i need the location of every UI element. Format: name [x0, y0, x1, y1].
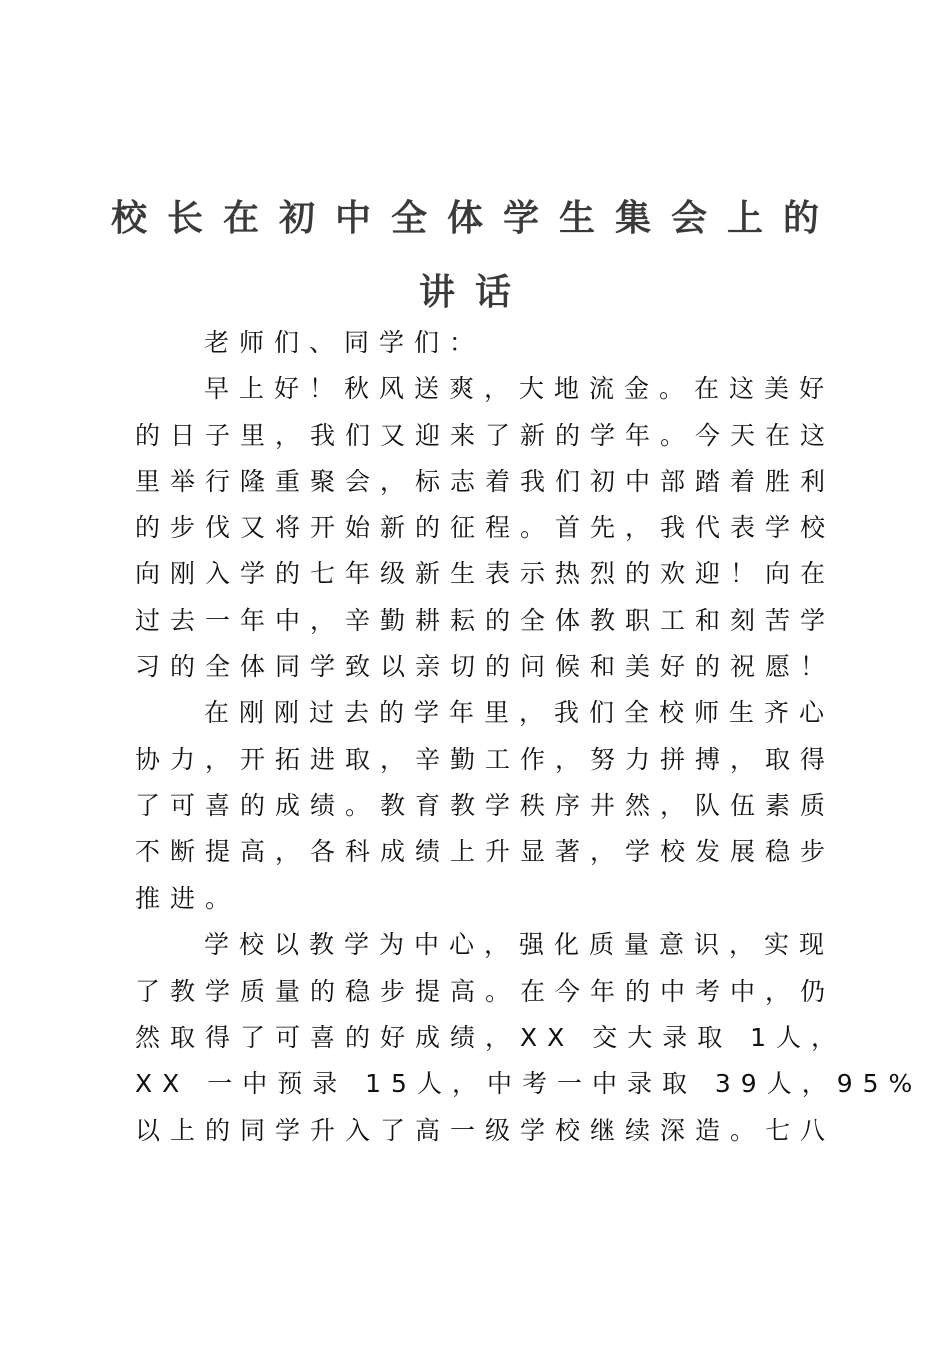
paragraph-line: 以上的同学升入了高一级学校继续深造。七八 [135, 1116, 836, 1145]
paragraph-line: XX 一中预录 15人，中考一中录取 39人，95% [135, 1069, 923, 1098]
paragraph-line: 向刚入学的七年级新生表示热烈的欢迎！向在 [135, 559, 836, 588]
paragraph-line: 的步伐又将开始新的征程。首先，我代表学校 [135, 513, 836, 542]
paragraph-line: 协力，开拓进取，辛勤工作，努力拼搏，取得 [135, 745, 836, 774]
paragraph-line: 习的全体同学致以亲切的问候和美好的祝愿！ [135, 652, 836, 681]
paragraph-line: 学校以教学为中心，强化质量意识，实现 [204, 930, 835, 959]
paragraph-line: 早上好！秋风送爽，大地流金。在这美好 [204, 374, 835, 403]
paragraph-line: 在刚刚过去的学年里，我们全校师生齐心 [204, 698, 835, 727]
paragraph-line: 了教学质量的稳步提高。在今年的中考中，仍 [135, 977, 836, 1006]
page-title: 校长在初中全体学生集会上的 [110, 198, 839, 239]
paragraph-line: 里举行隆重聚会，标志着我们初中部踏着胜利 [135, 467, 836, 496]
paragraph-line: 不断提高，各科成绩上升显著，学校发展稳步 [135, 837, 836, 866]
paragraph-line: 推进。 [135, 884, 241, 913]
paragraph-line: 过去一年中，辛勤耕耘的全体教职工和刻苦学 [135, 606, 836, 635]
salutation: 老师们、同学们： [204, 328, 485, 357]
paragraph-line: 然取得了可喜的好成绩，XX 交大录取 1人， [135, 1023, 847, 1052]
page-title-continued: 讲话 [418, 272, 531, 313]
paragraph-line: 了可喜的成绩。教育教学秩序井然，队伍素质 [135, 791, 836, 820]
paragraph-line: 的日子里，我们又迎来了新的学年。今天在这 [135, 421, 836, 450]
